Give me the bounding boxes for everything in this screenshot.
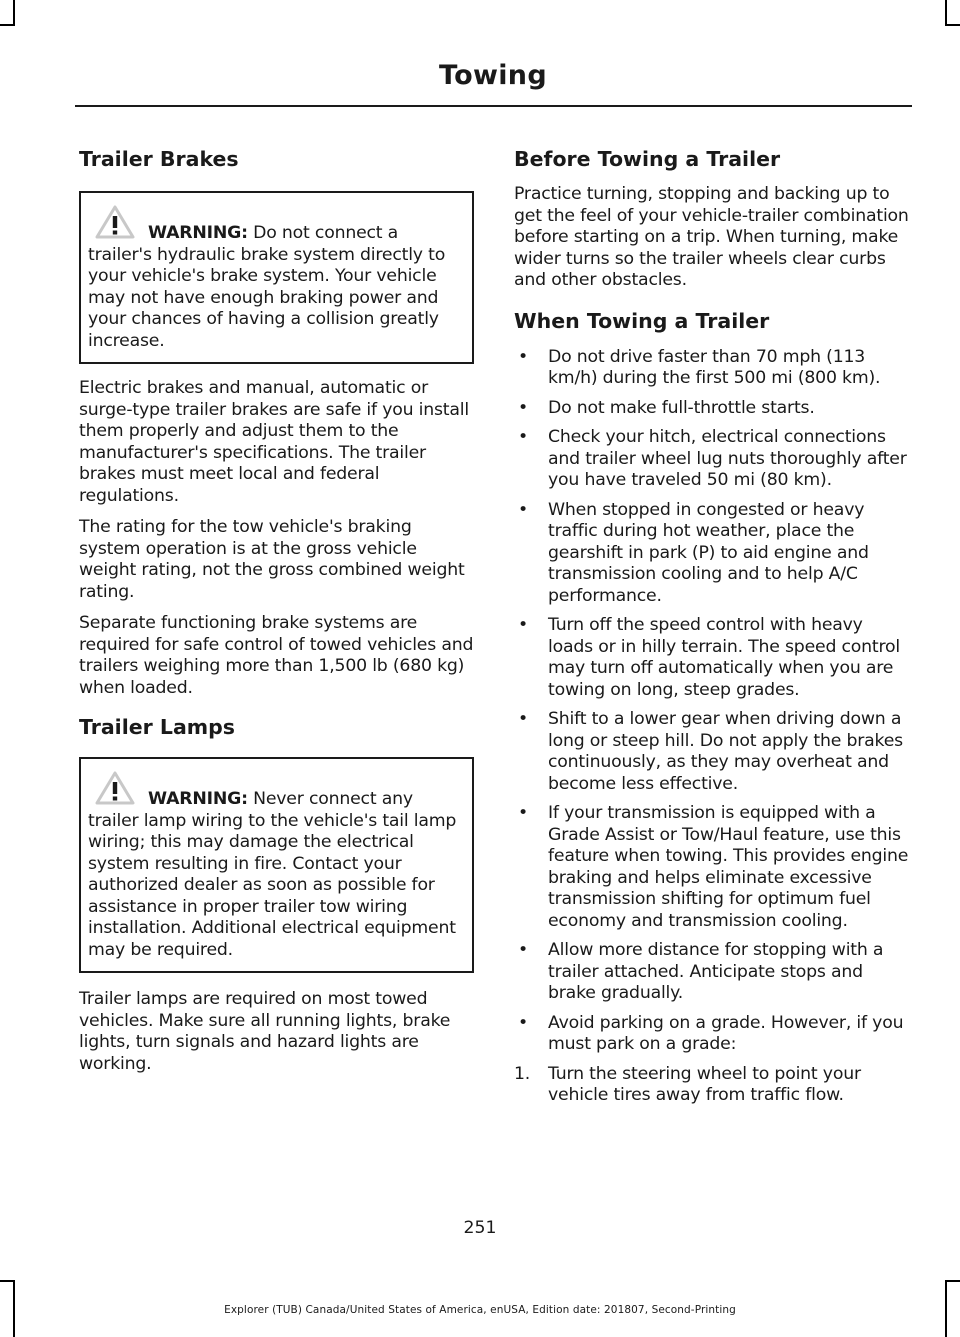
list-item: [514, 500, 909, 608]
warning-label: WARNING:: [148, 223, 248, 243]
paragraph: Practice turning, stopping and backing up to get the feel of your vehicle-trailer combination before starting on a trip. When turning, make wider turns so the trailer wheels clear curbs and other obstacles.: [514, 184, 909, 290]
page-number: 251: [463, 1218, 497, 1238]
bullet-marker: •: [518, 940, 528, 960]
warning-text: Never connect any trailer lamp wiring to the vehicle's tail lamp wiring; this may damage the electrical system resulting in fire. Contact your authorized dealer as soon as possible for assistance in proper trailer tow wiring installation. Additional electrical equipment may be required.: [88, 789, 457, 960]
crop-mark-top-left-v: [13, 0, 15, 26]
paragraph: The rating for the tow vehicle's braking system operation is at the gross vehicle weight rating, not the gross combined weight rating.: [79, 517, 465, 602]
right-column: [514, 140, 909, 1107]
list-item-text: Check your hitch, electrical connections and trailer wheel lug nuts thoroughly after you have traveled 50 mi (80 km).: [548, 427, 907, 490]
warning-triangle-icon: [91, 770, 139, 806]
list-item: [514, 1064, 909, 1107]
parking-steps-list: [514, 1064, 909, 1107]
heading-trailer-brakes: Trailer Brakes: [79, 147, 239, 171]
list-item-text: Turn the steering wheel to point your vehicle tires away from traffic flow.: [548, 1063, 861, 1105]
bullet-marker: •: [518, 499, 528, 520]
list-item-text: Do not drive faster than 70 mph (113 km/h) during the first 500 mi (800 km).: [548, 346, 881, 388]
page-title: Towing: [439, 60, 547, 91]
bullet-marker: •: [518, 427, 528, 447]
warning-box-lamps: [79, 757, 474, 973]
footer-edition: Explorer (TUB) Canada/United States of America, enUSA, Edition date: 201807, Second-Printing: [224, 1304, 736, 1316]
heading-trailer-lamps: Trailer Lamps: [79, 715, 236, 739]
paragraph: Separate functioning brake systems are required for safe control of towed vehicles and trailers weighing more than 1,500 lb (680 kg) when loaded.: [79, 613, 474, 698]
towing-bullet-list: [514, 347, 909, 1056]
warning-box-brakes: [79, 191, 474, 364]
list-item-text: If your transmission is equipped with a Grade Assist or Tow/Haul feature, use this feature when towing. This provides engine braking and helps eliminate excessive transmission shifting for optimum fuel economy and transmission cooling.: [548, 803, 909, 931]
crop-mark-top-right-v: [945, 0, 947, 26]
crop-mark-top-right-h: [945, 24, 960, 26]
step-number: 1.: [514, 1063, 531, 1084]
warning-text: Do not connect a trailer's hydraulic brake system directly to your vehicle's brake system. Your vehicle may not have enough braking power and your chances of having a collision greatly increase.: [88, 223, 446, 351]
crop-mark-top-left-h: [0, 24, 15, 26]
bullet-marker: •: [518, 346, 528, 367]
paragraph: Trailer lamps are required on most towed vehicles. Make sure all running lights, brake lights, turn signals and hazard lights are working.: [79, 989, 451, 1074]
list-item-text: Turn off the speed control with heavy loads or in hilly terrain. The speed control may turn off automatically when you are towing on long, steep grades.: [548, 615, 901, 700]
list-item-text: When stopped in congested or heavy traffic during hot weather, place the gearshift in park (P) to aid engine and transmission cooling and to help A/C performance.: [548, 499, 869, 606]
bullet-marker: •: [518, 615, 528, 635]
list-item-text: Allow more distance for stopping with a trailer attached. Anticipate stops and brake gradually.: [548, 940, 884, 1003]
bullet-marker: •: [518, 1012, 528, 1033]
crop-mark-bottom-right-h: [945, 1280, 960, 1282]
list-item-text: Avoid parking on a grade. However, if you must park on a grade:: [548, 1012, 904, 1054]
left-column: [79, 140, 474, 1075]
heading-when-towing: When Towing a Trailer: [514, 308, 770, 333]
list-item: [514, 427, 909, 492]
list-item: [514, 940, 909, 1005]
list-item-text: Shift to a lower gear when driving down a long or steep hill. Do not apply the brakes continuously, as they may overheat and become less effective.: [548, 709, 903, 794]
list-item: [514, 1013, 909, 1056]
warning-triangle-icon: [91, 204, 139, 240]
list-item: [514, 347, 909, 390]
list-item-text: Do not make full-throttle starts.: [548, 397, 815, 418]
heading-before-towing: Before Towing a Trailer: [514, 147, 781, 171]
list-item: [514, 803, 909, 932]
list-item: [514, 398, 909, 420]
header-rule: [75, 105, 912, 107]
bullet-marker: •: [518, 709, 528, 729]
list-item: [514, 709, 909, 795]
paragraph: Electric brakes and manual, automatic or surge-type trailer brakes are safe if you install them properly and adjust them to the manufacturer's specifications. The trailer brakes must meet local and federal regulations.: [79, 378, 469, 506]
bullet-marker: •: [518, 803, 528, 823]
crop-mark-bottom-left-h: [0, 1280, 15, 1282]
bullet-marker: •: [518, 397, 528, 418]
list-item: [514, 615, 909, 701]
warning-label: WARNING:: [148, 789, 248, 809]
